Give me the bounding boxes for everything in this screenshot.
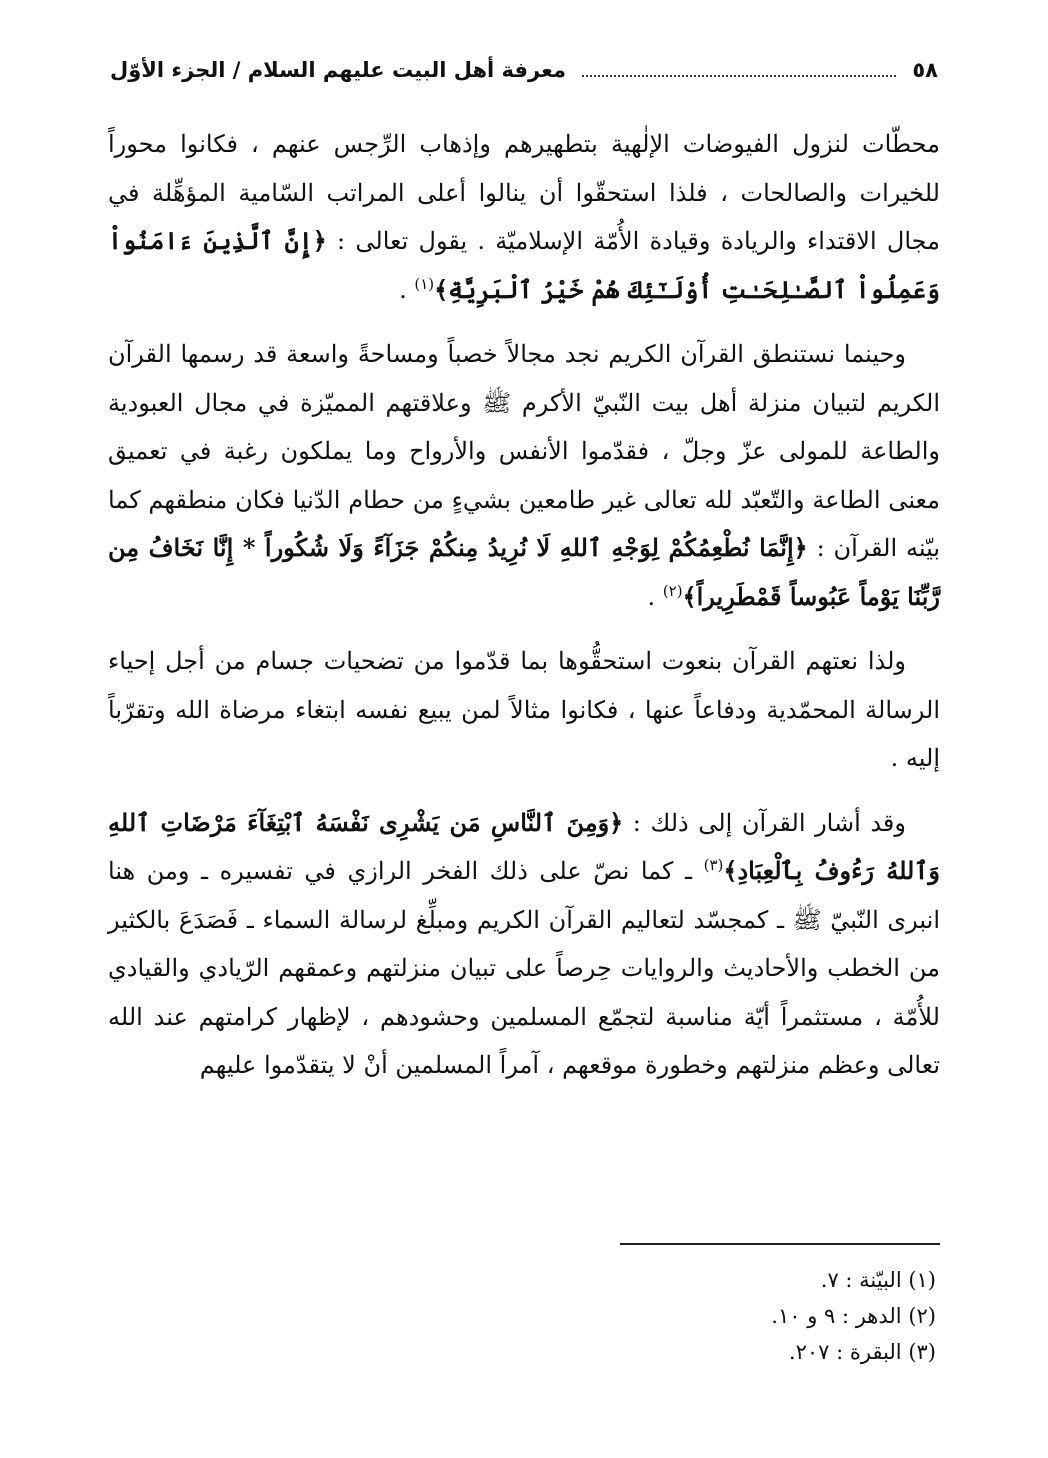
paragraph-text: ولذا نعتهم القرآن بنعوت استحقُّوها بما قدّموا من تضحيات جسام من أجل إحياء الرسالة المحمّدية ودفاعاً عنها ، فكانوا مثالاً لمن يبيع نفسه ابتغاء مرضاة الله وتقرّباً إليه . bbox=[108, 647, 941, 772]
paragraph-text-after: . bbox=[647, 582, 663, 611]
footnote-ref: (٢) bbox=[662, 581, 683, 600]
footnote-2: (٢) الدهر : ٩ و ١٠. bbox=[771, 1304, 936, 1328]
footnotes bbox=[112, 1262, 936, 1370]
running-title: معرفة أهل البيت عليهم السلام / الجزء الأوّل bbox=[110, 58, 566, 82]
quran-verse: ﴿إِنَّمَا نُطْعِمُكُمْ لِوَجْهِ ٱللهِ لَا نُرِيدُ مِنكُمْ جَزَآءً وَلَا شُكُوراً * إِنَّا نَخَافُ مِن رَّبِّنَا يَوْماً عَبُوساً قَمْطَرِيراً﴾ bbox=[108, 533, 940, 611]
paragraph-text: وحينما نستنطق القرآن الكريم نجد مجالاً خصباً ومساحةً واسعة قد رسمها القرآن الكريم لتبيان منزلة أهل بيت النّبيّ الأكرم ﷺ وعلاقتهم المميّزة في مجال العبودية والطاعة للمولى عزّ وجلّ ، فقدّموا الأنفس والأرواح وما يملكون رغبة في تعميق معنى الطاعة والتّعبّد لله تعالى غير طامعين بشيءٍ من حطام الدّنيا فكان منطقهم كما بيّنه القرآن : bbox=[108, 340, 940, 562]
paragraph-text: وقد أشار القرآن إلى ذلك : bbox=[623, 808, 906, 837]
page-header bbox=[110, 50, 938, 90]
footnote-ref: (٣) bbox=[703, 856, 724, 874]
paragraph-1 bbox=[108, 120, 940, 314]
header-dot-leader bbox=[582, 75, 896, 77]
footnote-ref: (١) bbox=[414, 274, 435, 293]
footnote-3: (٣) البقرة : ٢٠٧. bbox=[788, 1340, 936, 1364]
page-number: ٥٨ bbox=[912, 58, 938, 82]
quran-verse: ﴿وَمِنَ ٱلنَّاسِ مَن يَشْرِى نَفْسَهُ ٱبْتِغَآءَ مَرْضَاتِ ٱللهِ وَٱللهُ رَءُوفُ بِٱلْعِبَادِ﴾ bbox=[108, 807, 940, 885]
paragraph-text-after: ـ كما نصّ على ذلك الفخر الرازي في تفسيره ـ ومن هنا انبرى النّبيّ ﷺ ـ كمجسّد لتعاليم القرآن الكريم ومبلِّغ لرسالة السماء ـ فَصَدَعَ بالكثير من الخطب والأحاديث والروايات حِرصاً على تبيان منزلتهم وعمقهم الرّيادي والقيادي للأُمّة ، مستثمراً أيّة مناسبة لتجمّع المسلمين وحشودهم ، لإظهار كرامتهم عند الله تعالى وعظم منزلتهم وخطورة موقعهم ، آمراً المسلمين أنْ لا يتقدّموا عليهم bbox=[108, 857, 940, 1079]
footnote-1: (١) البيّنة : ٧. bbox=[820, 1268, 936, 1292]
paragraph-3 bbox=[108, 637, 940, 783]
paragraph-2 bbox=[108, 330, 940, 621]
body-text bbox=[108, 120, 940, 1106]
paragraph-4 bbox=[108, 799, 940, 1090]
paragraph-text: محطّات لنزول الفيوضات الإلٰهية بتطهيرهم وإذهاب الرِّجس عنهم ، فكانوا محوراً للخيرات والصالحات ، فلذا استحقّوا أن ينالوا أعلى المراتب السّامية المؤهِّلة في مجال الاقتداء والريادة وقيادة الأُمّة الإسلاميّة . يقول تعالى : bbox=[108, 130, 940, 255]
footnote-divider bbox=[620, 1243, 940, 1245]
paragraph-text-after: . bbox=[399, 275, 415, 304]
quran-verse: ﴿إِنَّ ٱلَّذِينَ ءَامَنُواْ وَعَمِلُواْ ٱلصَّـٰلِحَـٰتِ أُوْلَـٰٓئِكَ هُمْ خَيْرُ ٱلْبَرِيَّةِ﴾ bbox=[108, 226, 940, 304]
